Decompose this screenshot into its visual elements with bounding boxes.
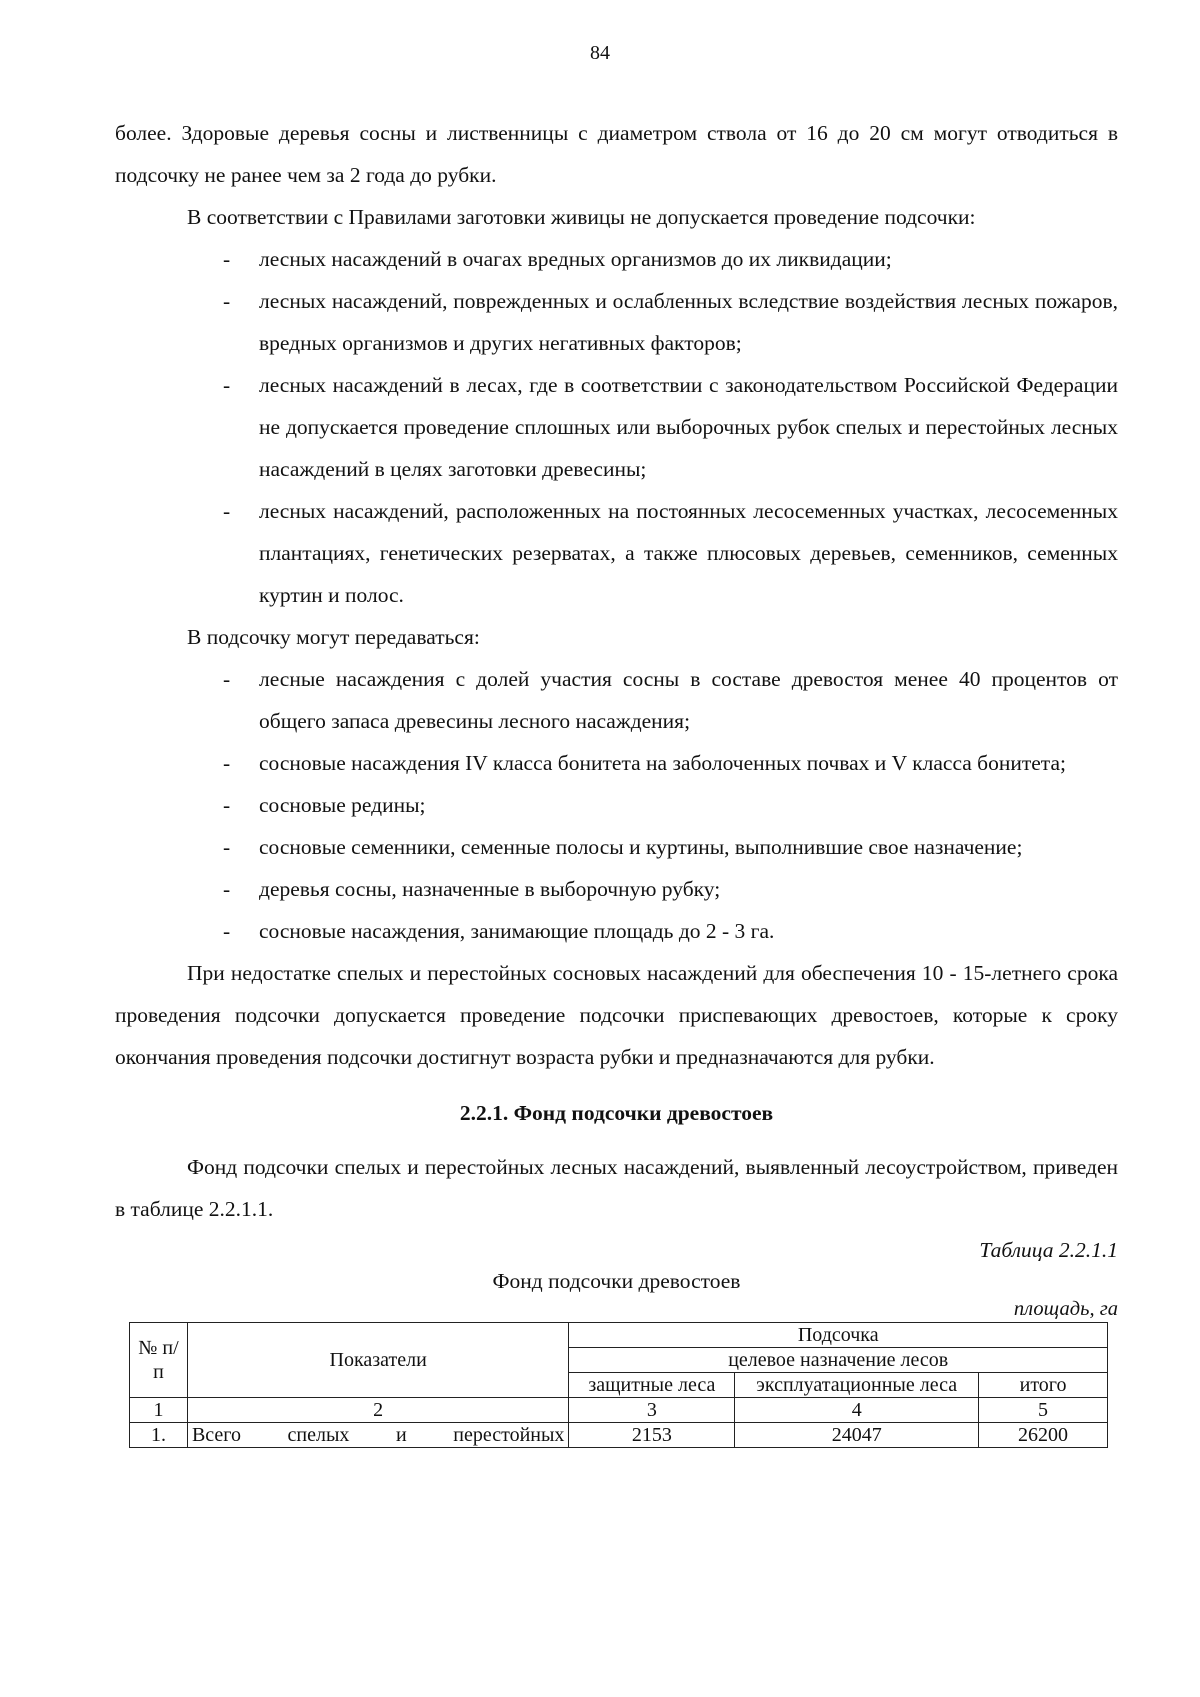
row-exploitation: 24047 [735, 1423, 979, 1448]
dash-marker: - [223, 247, 231, 271]
header-protective: защитные леса [569, 1373, 735, 1398]
table-label: Таблица 2.2.1.1 [979, 1238, 1118, 1262]
allowed-intro: В подсочку могут передаваться: [187, 625, 480, 649]
dash-marker: - [223, 289, 231, 313]
column-number: 1 [130, 1398, 188, 1423]
allowed-list [115, 658, 1118, 952]
row-protective: 2153 [569, 1423, 735, 1448]
shortage-paragraph: При недостатке спелых и перестойных сосновых насаждений для обеспечения 10 - 15-летнего срока проведения подсочки допускается проведение подсочки приспевающих древостоев, которые к сроку окончания проведения подсочки достигнут возраста рубки и предназначаются для рубки. [115, 961, 1118, 1069]
table-title: Фонд подсочки древостоев [492, 1269, 741, 1293]
document-body [115, 112, 1118, 1448]
list-item-text: лесные насаждения с долей участия сосны в составе древостоя менее 40 процентов от общего запаса древесины лесного насаждения; [259, 667, 1118, 733]
dash-marker: - [223, 877, 231, 901]
table-header-row [130, 1323, 1108, 1348]
list-item [115, 910, 1118, 952]
column-number: 4 [735, 1398, 979, 1423]
list-item-text: лесных насаждений, поврежденных и ослабленных вследствие воздействия лесных пожаров, вредных организмов и других негативных факторов; [259, 289, 1118, 355]
row-total: 26200 [979, 1423, 1108, 1448]
list-item [115, 742, 1118, 784]
list-item-text: сосновые редины; [259, 793, 426, 817]
dash-marker: - [223, 667, 231, 691]
prohibition-list [115, 238, 1118, 616]
section-paragraph: Фонд подсочки спелых и перестойных лесных насаждений, выявленный лесоустройством, приведен в таблице 2.2.1.1. [115, 1155, 1118, 1221]
dash-marker: - [223, 919, 231, 943]
list-item-text: лесных насаждений в лесах, где в соответствии с законодательством Российской Федерации не допускается проведение сплошных или выборочных рубок спелых и перестойных лесных насаждений в целях заготовки древесины; [259, 373, 1118, 481]
header-group: Подсочка [569, 1323, 1108, 1348]
list-item [115, 364, 1118, 490]
data-table [129, 1322, 1108, 1448]
header-total: итого [979, 1373, 1108, 1398]
list-item [115, 280, 1118, 364]
list-item [115, 238, 1118, 280]
dash-marker: - [223, 793, 231, 817]
dash-marker: - [223, 373, 231, 397]
dash-marker: - [223, 751, 231, 775]
list-item [115, 490, 1118, 616]
column-number: 2 [187, 1398, 568, 1423]
list-item [115, 868, 1118, 910]
dash-marker: - [223, 499, 231, 523]
table-column-numbers-row [130, 1398, 1108, 1423]
header-num-col: № п/п [130, 1323, 188, 1398]
list-item-text: лесных насаждений в очагах вредных организмов до их ликвидации; [259, 247, 892, 271]
table-row [130, 1423, 1108, 1448]
column-number: 3 [569, 1398, 735, 1423]
header-subgroup: целевое назначение лесов [569, 1348, 1108, 1373]
list-item-text: деревья сосны, назначенные в выборочную рубку; [259, 877, 721, 901]
table-unit: площадь, га [1013, 1298, 1118, 1320]
intro-paragraph: более. Здоровые деревья сосны и лиственницы с диаметром ствола от 16 до 20 см могут отводиться в подсочку не ранее чем за 2 года до рубки. [115, 121, 1118, 187]
page-number: 84 [590, 42, 610, 64]
row-num: 1. [130, 1423, 188, 1448]
prohibition-intro: В соответствии с Правилами заготовки живицы не допускается проведение подсочки: [187, 205, 976, 229]
row-indicator: Всего спелых и перестойных [187, 1423, 568, 1448]
column-number: 5 [979, 1398, 1108, 1423]
list-item-text: лесных насаждений, расположенных на постоянных лесосеменных участках, лесосеменных плантациях, генетических резерватах, а также плюсовых деревьев, семенников, семенных куртин и полос. [259, 499, 1118, 607]
list-item [115, 826, 1118, 868]
dash-marker: - [223, 835, 231, 859]
list-item-text: сосновые насаждения IV класса бонитета на заболоченных почвах и V класса бонитета; [259, 751, 1066, 775]
section-heading: 2.2.1. Фонд подсочки древостоев [459, 1101, 774, 1125]
list-item [115, 784, 1118, 826]
list-item-text: сосновые семенники, семенные полосы и куртины, выполнившие свое назначение; [259, 835, 1023, 859]
list-item-text: сосновые насаждения, занимающие площадь до 2 - 3 га. [259, 919, 775, 943]
header-indicator-col: Показатели [187, 1323, 568, 1398]
header-exploitation: эксплуатационные леса [735, 1373, 979, 1398]
list-item [115, 658, 1118, 742]
